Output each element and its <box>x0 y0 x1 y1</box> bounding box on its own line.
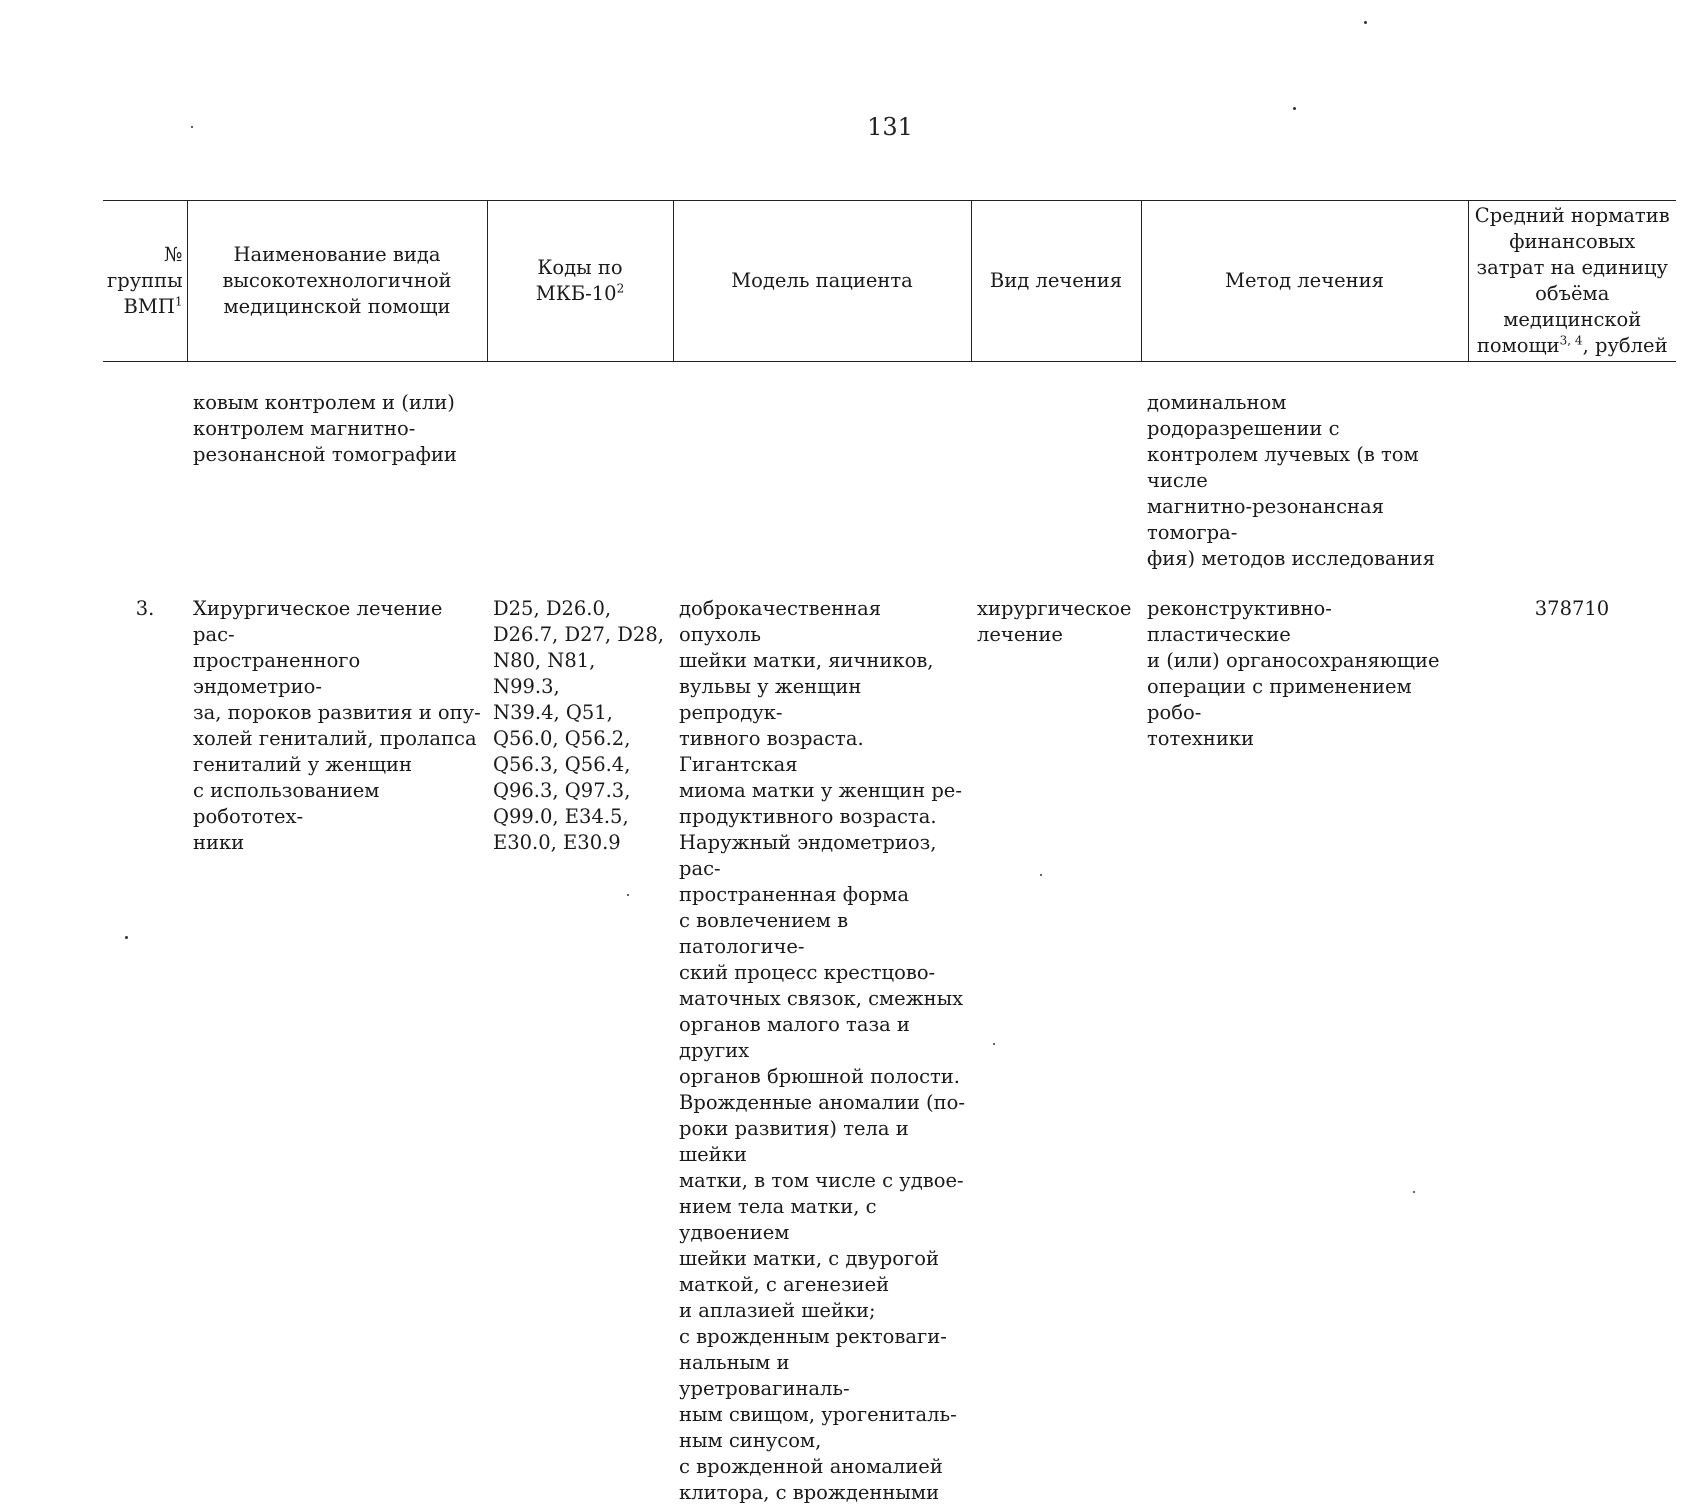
table-header <box>103 201 1676 362</box>
cell-patient-model <box>673 362 971 573</box>
header-treatment-type: Вид лечения <box>971 201 1141 362</box>
cell-cost <box>1468 362 1676 573</box>
header-patient-model: Модель пациента <box>673 201 971 362</box>
page-number: 131 <box>0 113 1696 141</box>
scan-speck <box>1040 874 1042 876</box>
header-cost-suffix: , рублей <box>1583 334 1668 357</box>
scan-speck <box>993 1043 995 1045</box>
cell-cost: 378710 <box>1468 572 1676 1506</box>
cell-patient-model: доброкачественная опухоль шейки матки, яичников, вульвы у женщин репродук- тивного возраста. Гигантская миома матки у женщин ре- продуктивного возраста. Наружный эндометриоз, рас- пространенная форма с вовлечением в патологиче- ский процесс крестцово- маточных связок, смежных органов малого таза и других органов брюшной полости. Врожденные аномалии (по- роки развития) тела и шейки матки, в том числе с удвое- нием тела матки, с удвоением шейки матки, с двурогой маткой, с агенезией и аплазией шейки; с врожденным ректоваги- нальным и уретровагиналь- ным свищом, урогениталь- ным синусом, с врожденной аномалией клитора, с врожденными <box>673 572 971 1506</box>
header-codes <box>487 201 673 362</box>
table-row <box>103 572 1676 1506</box>
table-body <box>103 362 1676 1506</box>
cell-group-no <box>103 362 187 573</box>
header-codes-footnote: 2 <box>617 282 625 296</box>
header-cost-label: Средний норматив финансовых затрат на единицу объёма медицинской помощи <box>1475 204 1670 357</box>
scan-speck <box>1413 1191 1415 1193</box>
header-name: Наименование вида высокотехнологичной медицинской помощи <box>187 201 487 362</box>
cell-codes: D25, D26.0, D26.7, D27, D28, N80, N81, N99.3, N39.4, Q51, Q56.0, Q56.2, Q56.3, Q56.4, Q96.3, Q97.3, Q99.0, E34.5, E30.0, E30.9 <box>487 572 673 1506</box>
scan-speck <box>191 126 193 128</box>
scan-speck <box>1293 107 1296 110</box>
scan-speck <box>1364 21 1367 24</box>
cell-treatment-type <box>971 362 1141 573</box>
table-row <box>103 362 1676 573</box>
scan-speck <box>627 894 629 896</box>
header-treatment-method: Метод лечения <box>1141 201 1468 362</box>
cell-name: Хирургическое лечение рас- пространенного эндометрио- за, пороков развития и опу- холей гениталий, пролапса гениталий у женщин с использованием робототех- ники <box>187 572 487 1506</box>
header-cost-footnote: 3, 4 <box>1560 334 1583 348</box>
cell-codes <box>487 362 673 573</box>
header-codes-label: Коды по МКБ-10 <box>536 256 623 305</box>
header-group-no-footnote: 1 <box>175 295 183 309</box>
cell-group-no: 3. <box>103 572 187 1506</box>
cell-name: ковым контролем и (или) контролем магнитно- резонансной томографии <box>187 362 487 573</box>
scan-speck <box>125 936 128 939</box>
vmp-table <box>103 200 1676 1506</box>
cell-treatment-type: хирургическое лечение <box>971 572 1141 1506</box>
header-cost <box>1468 201 1676 362</box>
cell-treatment-method: доминальном родоразрешении с контролем лучевых (в том числе магнитно-резонансная томогра- фия) методов исследования <box>1141 362 1468 573</box>
cell-treatment-method: реконструктивно-пластические и (или) органосохраняющие операции с применением робо- тотехники <box>1141 572 1468 1506</box>
header-group-no <box>103 201 187 362</box>
header-group-no-label: № группы ВМП <box>107 243 183 318</box>
